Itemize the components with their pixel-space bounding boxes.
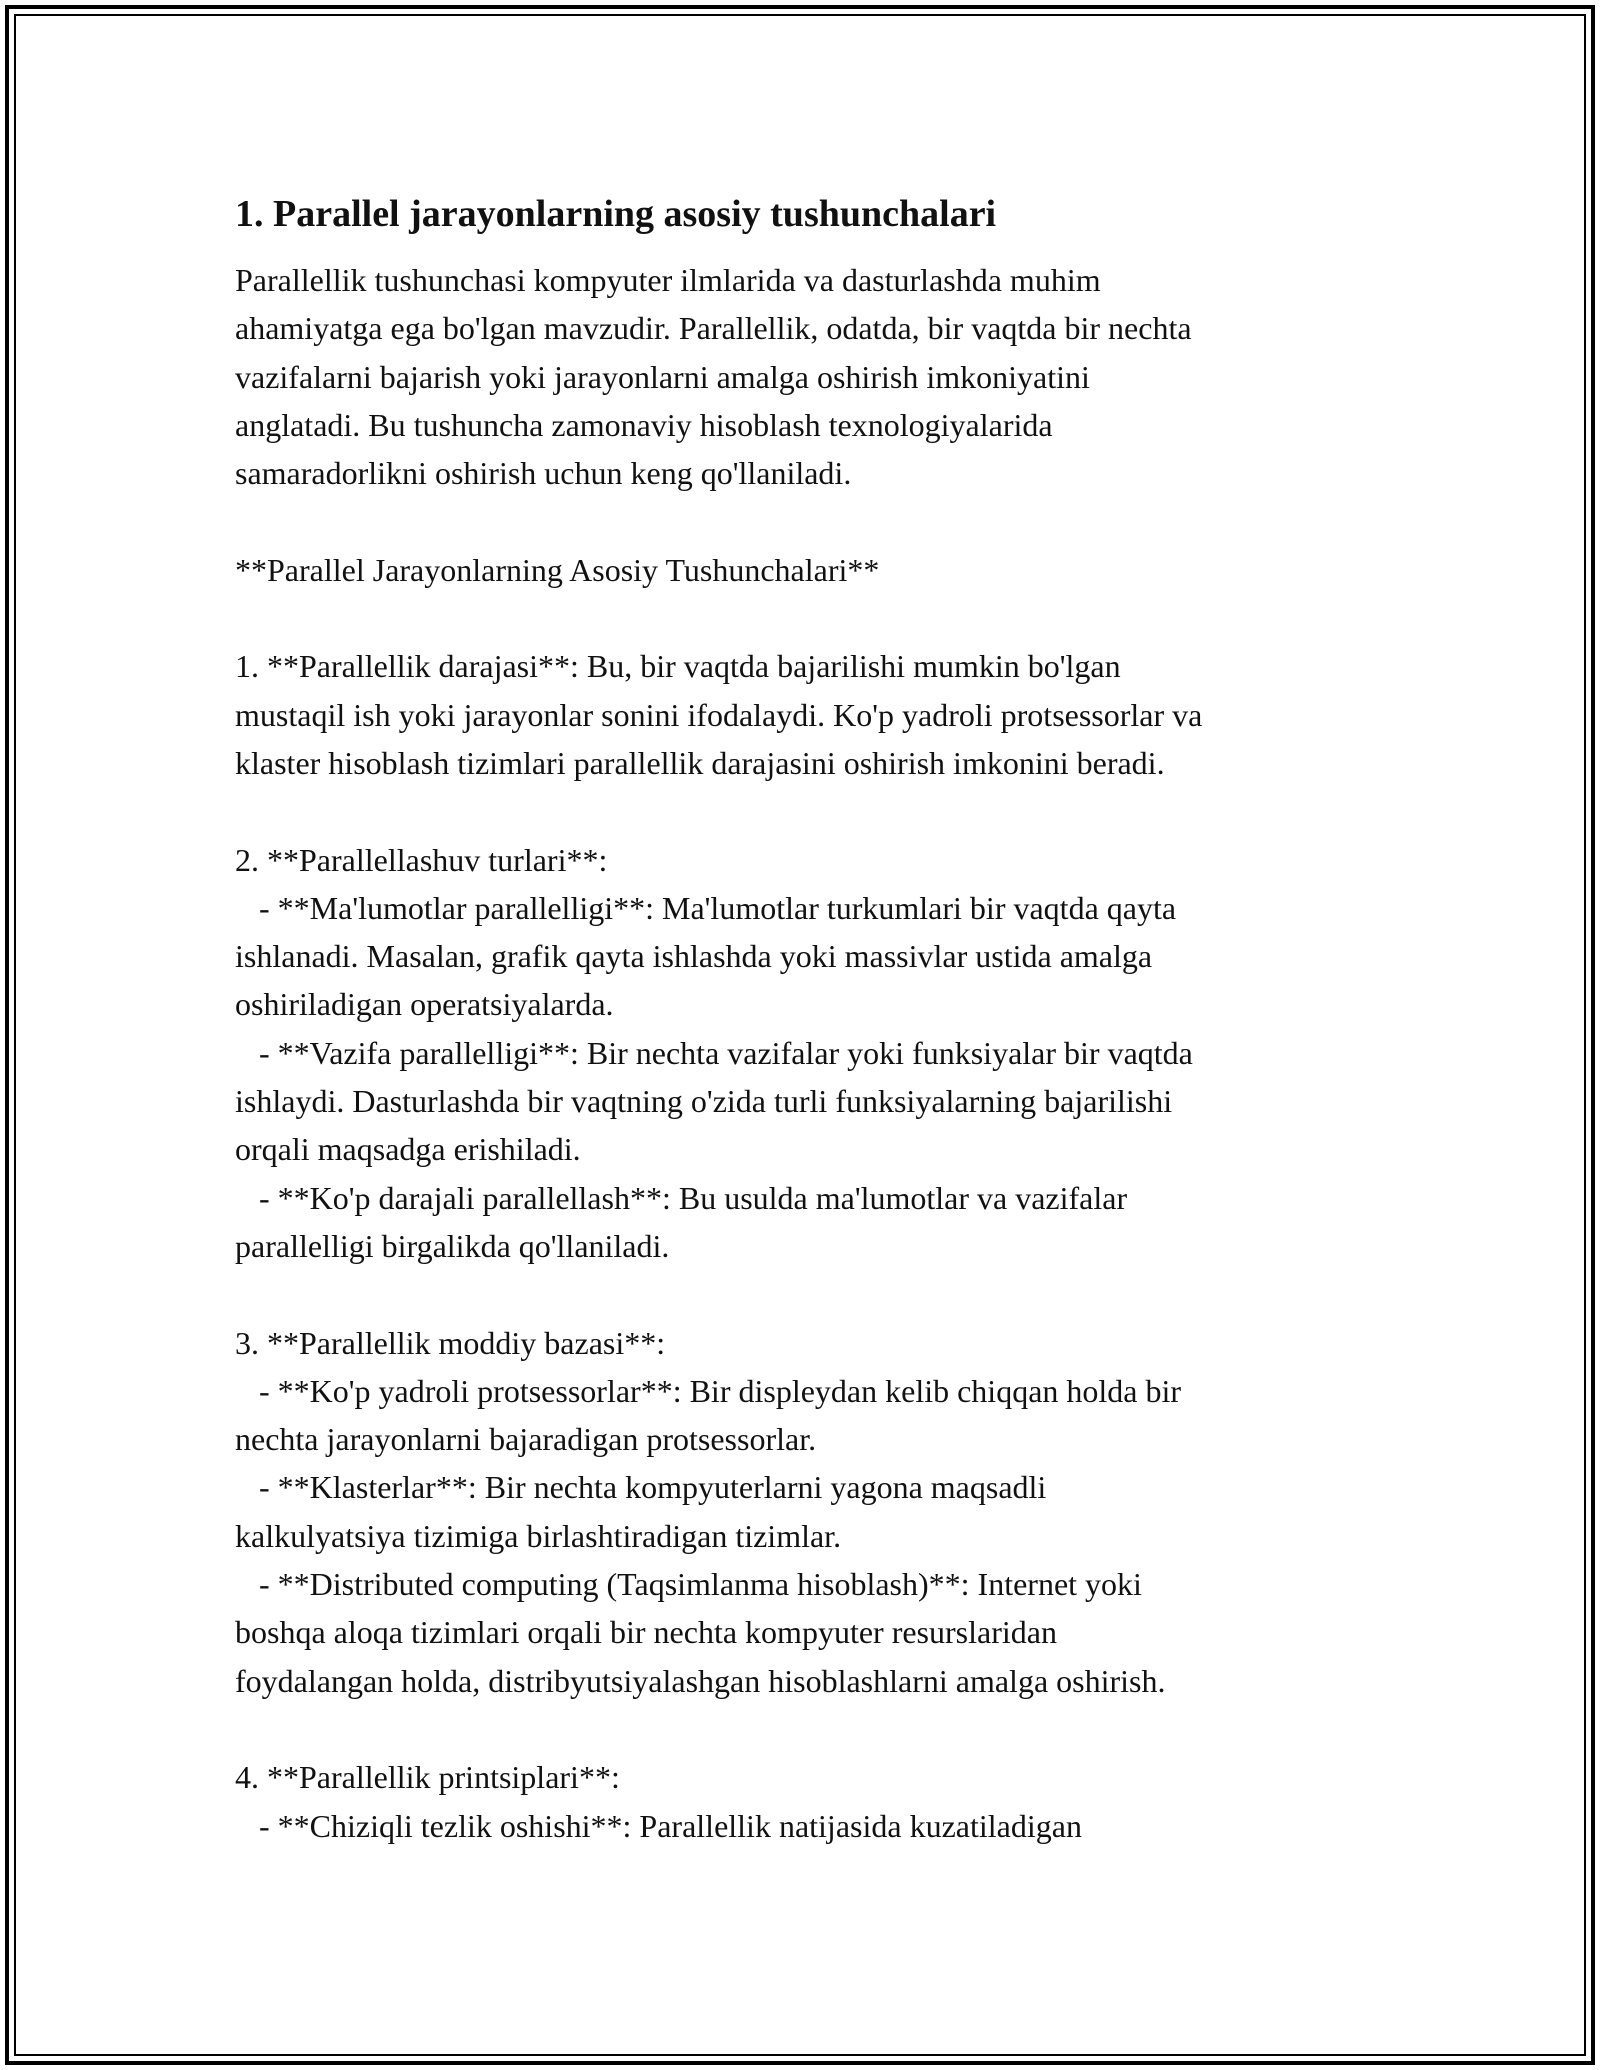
text-line: 1. **Parallellik darajasi**: Bu, bir vaqtda bajarilishi mumkin bo'lgan [235, 648, 1121, 685]
text-line: - **Ko'p darajali parallellash**: Bu usulda ma'lumotlar va vazifalar [235, 1179, 1128, 1216]
text-line: - **Chiziqli tezlik oshishi**: Parallellik natijasida kuzatiladigan [235, 1807, 1082, 1844]
text-line: parallelligi birgalikda qo'llaniladi. [235, 1227, 670, 1264]
text-line: ishlaydi. Dasturlashda bir vaqtning o'zida turli funksiyalarning bajarilishi [235, 1083, 1173, 1120]
text-line: 3. **Parallellik moddiy bazasi**: [235, 1324, 666, 1361]
text-line [235, 787, 1375, 835]
text-line: - **Vazifa parallelligi**: Bir nechta vazifalar yoki funksiyalar bir vaqtda [235, 1034, 1193, 1071]
text-line: - **Ma'lumotlar parallelligi**: Ma'lumotlar turkumlari bir vaqtda qayta [235, 889, 1177, 926]
text-line: - **Ko'p yadroli protsessorlar**: Bir displeydan kelib chiqqan holda bir [235, 1372, 1182, 1409]
text-line: 2. **Parallellashuv turlari**: [235, 841, 608, 878]
text-line: **Parallel Jarayonlarning Asosiy Tushunchalari** [235, 551, 880, 588]
text-line: ishlanadi. Masalan, grafik qayta ishlashda yoki massivlar ustida amalga [235, 938, 1153, 975]
text-line: 4. **Parallellik printsiplari**: [235, 1759, 620, 1796]
text-line: - **Klasterlar**: Bir nechta kompyuterlarni yagona maqsadli [235, 1469, 1047, 1506]
text-line: foydalangan holda, distribyutsiyalashgan hisoblashlarni amalga oshirish. [235, 1662, 1166, 1699]
text-line: klaster hisoblash tizimlari parallellik darajasini oshirish imkonini beradi. [235, 744, 1165, 781]
text-line [235, 497, 1375, 545]
text-line: orqali maqsadga erishiladi. [235, 1131, 581, 1168]
text-line: ahamiyatga ega bo'lgan mavzudir. Parallellik, odatda, bir vaqtda bir nechta [235, 310, 1192, 347]
document-body [235, 180, 1375, 1850]
text-line [235, 1270, 1375, 1318]
text-line: boshqa aloqa tizimlari orqali bir nechta kompyuter resurslaridan [235, 1614, 1057, 1651]
body-text [235, 256, 1375, 1850]
text-line [235, 594, 1375, 642]
section-heading: 1. Parallel jarayonlarning asosiy tushunchalari [235, 193, 997, 235]
text-line: - **Distributed computing (Taqsimlanma hisoblash)**: Internet yoki [235, 1566, 1142, 1603]
text-line: samaradorlikni oshirish uchun keng qo'llaniladi. [235, 455, 852, 492]
text-line: anglatadi. Bu tushuncha zamonaviy hisoblash texnologiyalarida [235, 406, 1053, 443]
text-line: vazifalarni bajarish yoki jarayonlarni amalga oshirish imkoniyatini [235, 358, 1090, 395]
text-line: kalkulyatsiya tizimiga birlashtiradigan tizimlar. [235, 1517, 842, 1554]
text-line [235, 1705, 1375, 1753]
text-line: mustaqil ish yoki jarayonlar sonini ifodalaydi. Ko'p yadroli protsessorlar va [235, 696, 1203, 733]
text-line: oshiriladigan operatsiyalarda. [235, 986, 614, 1023]
text-line: Parallellik tushunchasi kompyuter ilmlarida va dasturlashda muhim [235, 262, 1101, 298]
text-line: nechta jarayonlarni bajaradigan protsessorlar. [235, 1421, 817, 1458]
